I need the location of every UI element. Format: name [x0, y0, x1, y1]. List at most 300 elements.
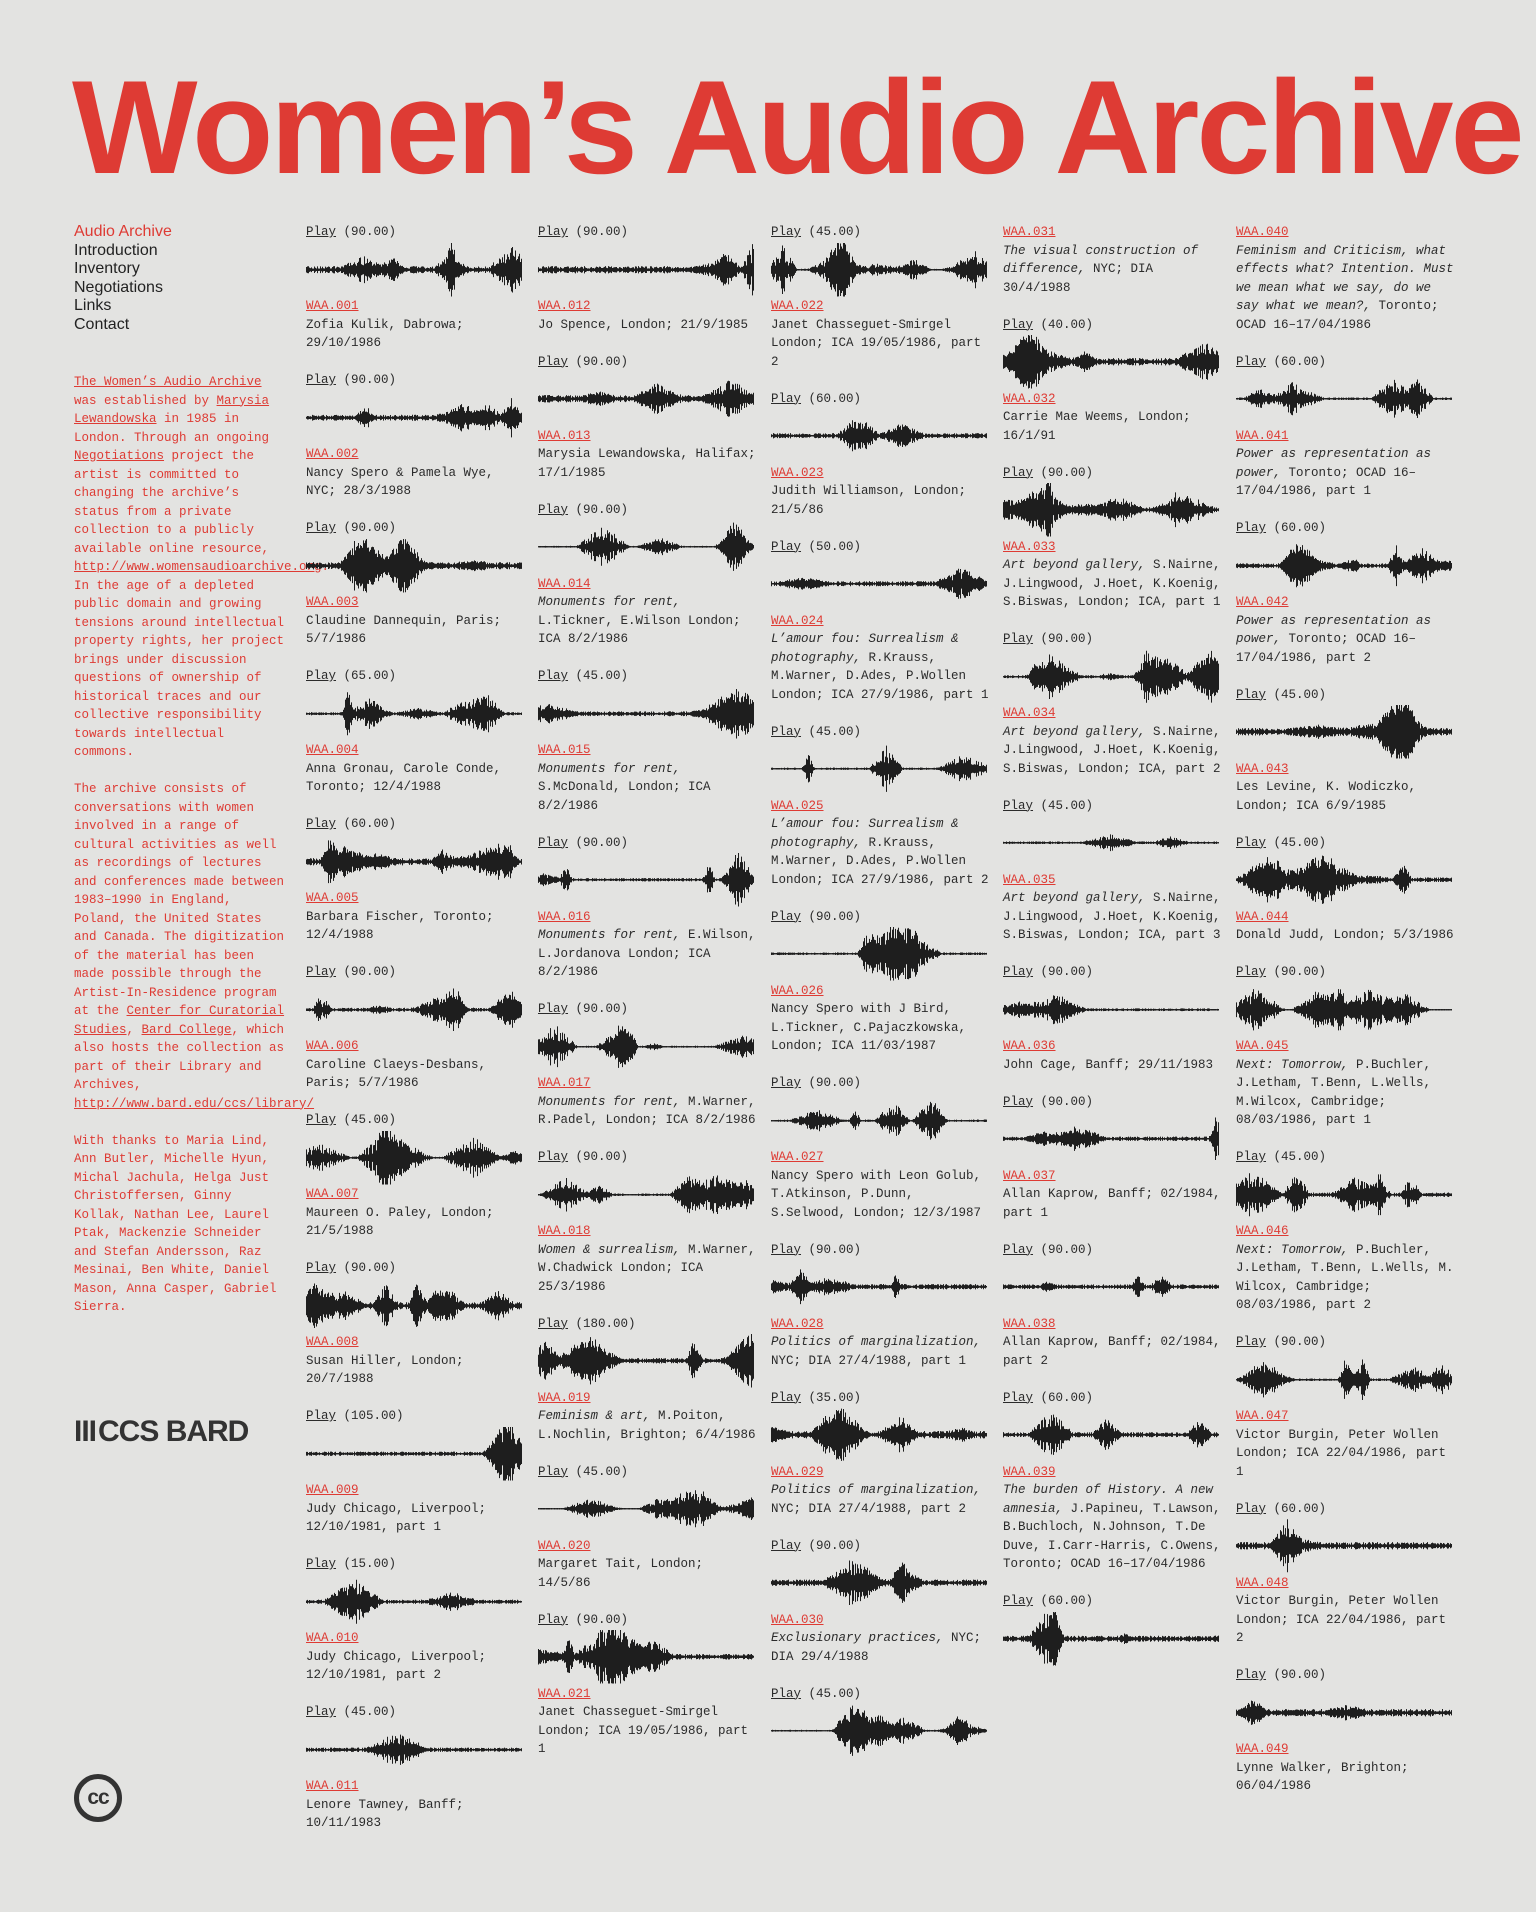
description-text: R.Krauss, M.Warner, D.Ades, P.Wollen London; ICA 27/9/1986, part 1	[771, 650, 989, 702]
nav-item-audio-archive[interactable]: Audio Archive	[74, 223, 172, 240]
archive-entry	[1236, 1333, 1454, 1481]
archive-entry	[306, 519, 524, 649]
play-button[interactable]: Play	[538, 225, 569, 239]
duration: (180.00)	[568, 1316, 636, 1331]
duration: (90.00)	[568, 1150, 629, 1164]
archive-description	[771, 815, 989, 889]
play-button[interactable]: Play	[1003, 317, 1034, 332]
duration: (45.00)	[336, 1113, 397, 1127]
description-text: Lynne Walker, Brighton; 06/04/1986	[1236, 1760, 1409, 1793]
archive-code-link[interactable]: WAA.012	[538, 299, 591, 313]
archive-description	[1236, 1056, 1454, 1130]
play-button[interactable]: Play	[306, 1705, 337, 1719]
archive-description	[1003, 889, 1221, 945]
duration: (45.00)	[568, 669, 629, 683]
archive-code-link[interactable]: WAA.001	[306, 299, 359, 313]
waveform-graphic	[1003, 1259, 1219, 1315]
archive-entry	[538, 223, 756, 334]
archive-description	[538, 593, 756, 649]
play-button[interactable]: Play	[1003, 965, 1034, 979]
archive-code-link[interactable]: WAA.016	[538, 909, 591, 924]
archive-description	[1236, 1241, 1454, 1315]
play-line	[1236, 1666, 1454, 1685]
play-line	[771, 723, 989, 742]
waveform-graphic	[306, 1574, 522, 1630]
archive-code-link[interactable]: WAA.027	[771, 1150, 824, 1164]
play-button[interactable]: Play	[1236, 1335, 1267, 1349]
play-line	[538, 353, 756, 372]
archive-code-link[interactable]: WAA.032	[1003, 391, 1056, 406]
archive-code-link[interactable]: WAA.022	[771, 299, 824, 313]
intro-text-run: project the artist is committed to changing the archive’s status from a private collection to a publicly available online resource,	[74, 449, 270, 556]
description-text: Marysia Lewandowska, Halifax; 17/1/1985	[538, 447, 756, 480]
play-button[interactable]: Play	[771, 391, 802, 406]
archive-code-link[interactable]: WAA.017	[538, 1076, 591, 1090]
archive-code-link[interactable]: WAA.024	[771, 613, 824, 628]
nav-item-introduction[interactable]: Introduction	[74, 241, 158, 259]
description-text: S.Nairne, J.Lingwood, J.Hoet, K.Koenig, S.Biswas, London; ICA, part 2	[1003, 724, 1221, 776]
archive-code-link[interactable]: WAA.018	[538, 1224, 591, 1238]
archive-entry	[538, 1611, 756, 1759]
description-text: Caroline Claeys-Desbans, Paris; 5/7/1986	[306, 1057, 487, 1090]
play-line	[1003, 464, 1221, 483]
archive-code-link[interactable]: WAA.004	[306, 743, 359, 757]
archive-code-link[interactable]: WAA.031	[1003, 225, 1056, 239]
play-button[interactable]: Play	[771, 1076, 802, 1090]
event-title: Power as representation as power,	[1236, 613, 1432, 646]
play-line	[538, 501, 756, 520]
play-line	[1003, 1389, 1221, 1408]
play-button[interactable]: Play	[306, 373, 337, 387]
archive-code-link[interactable]: WAA.033	[1003, 539, 1056, 554]
event-title: L’amour fou: Surrealism & photography,	[771, 632, 959, 665]
description-text: Nancy Spero with J Bird, L.Tickner, C.Pajaczkowska, London; ICA 11/03/1987	[771, 1002, 967, 1053]
archive-code-link[interactable]: WAA.049	[1236, 1742, 1289, 1756]
archive-code-link[interactable]: WAA.002	[306, 447, 359, 461]
archive-code-link[interactable]: WAA.014	[538, 576, 591, 591]
archive-entry	[1236, 834, 1454, 945]
archive-entry	[538, 1000, 756, 1130]
description-text: Claudine Dannequin, Paris; 5/7/1986	[306, 613, 502, 646]
archive-code-link[interactable]: WAA.046	[1236, 1224, 1289, 1238]
play-line	[1236, 519, 1454, 538]
duration: (90.00)	[1033, 965, 1094, 979]
archive-description	[771, 1629, 989, 1666]
description-text: Susan Hiller, London; 20/7/1988	[306, 1353, 464, 1386]
duration: (45.00)	[336, 1705, 397, 1719]
play-line	[1236, 686, 1454, 705]
play-line	[306, 667, 524, 686]
duration: (90.00)	[336, 1261, 397, 1275]
play-line	[771, 538, 989, 557]
ccs-bars-icon: III	[74, 1415, 97, 1448]
play-button[interactable]: Play	[306, 1261, 337, 1275]
archive-code-link[interactable]: WAA.021	[538, 1686, 591, 1701]
archive-column-5	[1236, 223, 1454, 1814]
play-line	[1003, 1093, 1221, 1112]
description-text: NYC; DIA 30/4/1988	[1003, 262, 1154, 295]
waveform-graphic	[538, 852, 754, 908]
description-text: P.Buchler, J.Letham, T.Benn, L.Wells, M. Wilcox, Cambridge; 08/03/1986, part 2	[1236, 1242, 1454, 1312]
archive-column-1	[306, 223, 524, 1851]
waveform-graphic	[306, 538, 522, 594]
intro-link[interactable]: Bard College	[141, 1022, 232, 1037]
archive-column-4	[1003, 223, 1221, 1685]
archive-description	[771, 630, 989, 704]
play-button[interactable]: Play	[306, 1409, 337, 1423]
archive-entry	[306, 1703, 524, 1833]
description-text: Jo Spence, London; 21/9/1985	[538, 317, 749, 332]
archive-description	[771, 1000, 989, 1056]
page-title: Women’s Audio Archive	[72, 54, 1522, 202]
description-text: Victor Burgin, Peter Wollen London; ICA 22/04/1986, part 1	[1236, 1427, 1447, 1479]
intro-text-run: ,	[126, 1022, 142, 1037]
play-button[interactable]: Play	[771, 909, 802, 924]
archive-description	[538, 1555, 756, 1592]
play-line	[306, 223, 524, 242]
event-title: Art beyond gallery,	[1003, 724, 1146, 739]
play-line	[1236, 1148, 1454, 1167]
nav-item-contact[interactable]: Contact	[74, 315, 130, 333]
play-button[interactable]: Play	[538, 1002, 569, 1016]
archive-entry	[1003, 630, 1221, 778]
intro-text-run: was established by	[74, 393, 217, 408]
event-title: Next: Tomorrow,	[1236, 1242, 1349, 1257]
event-title: Monuments for rent,	[538, 761, 681, 776]
event-title: Feminism and Criticism, what effects what? Intention. Must we mean what we say, do we say what we mean?,	[1236, 243, 1454, 313]
archive-code-link[interactable]: WAA.048	[1236, 1575, 1289, 1590]
play-button[interactable]: Play	[771, 1686, 802, 1701]
archive-code-link[interactable]: WAA.041	[1236, 428, 1289, 443]
archive-entry	[306, 1407, 524, 1537]
play-button[interactable]: Play	[771, 1242, 802, 1257]
archive-code-link[interactable]: WAA.042	[1236, 595, 1289, 609]
archive-description	[1003, 723, 1221, 779]
archive-code-link[interactable]: WAA.034	[1003, 706, 1056, 720]
nav-item-links[interactable]: Links	[74, 297, 112, 314]
description-text: M.Warner, W.Chadwick London; ICA 25/3/1986	[538, 1242, 756, 1294]
duration: (90.00)	[336, 521, 397, 535]
duration: (90.00)	[568, 1002, 629, 1016]
waveform-graphic	[538, 519, 754, 575]
waveform-graphic	[538, 1629, 754, 1685]
play-line	[771, 1537, 989, 1556]
description-text: John Cage, Banff; 29/11/1983	[1003, 1057, 1214, 1072]
waveform-graphic	[1236, 538, 1452, 594]
waveform-graphic	[306, 1722, 522, 1778]
archive-entry	[306, 815, 524, 945]
waveform-graphic	[538, 686, 754, 742]
play-button[interactable]: Play	[306, 669, 337, 683]
archive-entry	[771, 723, 989, 890]
archive-code-link[interactable]: WAA.019	[538, 1390, 591, 1405]
description-text: Carrie Mae Weems, London; 16/1/91	[1003, 410, 1191, 443]
duration: (50.00)	[801, 539, 862, 554]
intro-link[interactable]: http://www.womensaudioarchive.org	[74, 560, 322, 574]
archive-column-2	[538, 223, 756, 1777]
duration: (90.00)	[568, 354, 629, 369]
archive-code-link[interactable]: WAA.011	[306, 1779, 359, 1793]
waveform-graphic	[771, 1093, 987, 1149]
waveform-graphic	[306, 1278, 522, 1334]
duration: (90.00)	[1266, 965, 1327, 979]
archive-description	[306, 1352, 524, 1389]
play-button[interactable]: Play	[1236, 1501, 1267, 1516]
description-text: Judy Chicago, Liverpool; 12/10/1981, part 1	[306, 1501, 487, 1534]
waveform-graphic	[1003, 1111, 1219, 1167]
play-line	[306, 815, 524, 834]
waveform-graphic	[538, 1481, 754, 1537]
duration: (45.00)	[1266, 687, 1327, 702]
archive-code-link[interactable]: WAA.039	[1003, 1464, 1056, 1479]
waveform-graphic	[538, 1333, 754, 1389]
archive-code-link[interactable]: WAA.029	[771, 1464, 824, 1479]
waveform-graphic	[1236, 1518, 1452, 1574]
play-button[interactable]: Play	[771, 225, 802, 239]
archive-code-link[interactable]: WAA.025	[771, 798, 824, 813]
archive-code-link[interactable]: WAA.003	[306, 595, 359, 609]
play-button[interactable]: Play	[1003, 1242, 1034, 1257]
archive-code-link[interactable]: WAA.043	[1236, 761, 1289, 776]
archive-entry	[771, 223, 989, 371]
play-button[interactable]: Play	[306, 1113, 337, 1127]
play-button[interactable]: Play	[538, 1150, 569, 1164]
archive-code-link[interactable]: WAA.035	[1003, 872, 1056, 887]
play-button[interactable]: Play	[538, 1464, 569, 1479]
archive-description	[538, 1093, 756, 1130]
ccs-bard-logo[interactable]	[74, 1417, 248, 1447]
play-button[interactable]: Play	[538, 502, 569, 517]
duration: (15.00)	[336, 1557, 397, 1571]
archive-entry	[538, 1463, 756, 1593]
duration: (90.00)	[568, 835, 629, 850]
event-title: The visual construction of difference,	[1003, 243, 1199, 276]
description-text: E.Wilson, L.Jordanova London; ICA 8/2/1986	[538, 928, 756, 979]
play-button[interactable]: Play	[306, 817, 337, 831]
intro-link[interactable]: The Women’s Audio Archive	[74, 375, 262, 389]
waveform-graphic	[538, 1019, 754, 1075]
archive-entry	[1236, 353, 1454, 501]
archive-code-link[interactable]: WAA.008	[306, 1335, 359, 1349]
waveform-graphic	[538, 242, 754, 298]
archive-column-3	[771, 223, 989, 1777]
duration: (90.00)	[336, 373, 397, 387]
archive-entry	[1236, 1666, 1454, 1796]
archive-code-link[interactable]: WAA.020	[538, 1538, 591, 1553]
archive-entry	[1003, 223, 1221, 297]
archive-code-link[interactable]: WAA.036	[1003, 1039, 1056, 1053]
waveform-graphic	[771, 1259, 987, 1315]
description-text: Allan Kaprow, Banff; 02/1984, part 2	[1003, 1335, 1221, 1368]
description-text: Zofia Kulik, Dabrowa; 29/10/1986	[306, 317, 464, 350]
play-button[interactable]: Play	[538, 669, 569, 683]
play-button[interactable]: Play	[306, 225, 337, 239]
waveform-graphic	[1003, 649, 1219, 705]
play-button[interactable]: Play	[538, 1316, 569, 1331]
duration: (105.00)	[336, 1409, 404, 1423]
archive-description	[538, 316, 756, 335]
description-text: Barbara Fischer, Toronto; 12/4/1988	[306, 909, 494, 942]
waveform-graphic	[1003, 815, 1219, 871]
description-text: Les Levine, K. Wodiczko, London; ICA 6/9/1985	[1236, 780, 1417, 813]
play-line	[1003, 797, 1221, 816]
play-button[interactable]: Play	[1236, 521, 1267, 535]
duration: (35.00)	[801, 1390, 862, 1405]
play-button[interactable]: Play	[538, 354, 569, 369]
intro-paragraph	[74, 780, 315, 1113]
description-text: Maureen O. Paley, London; 21/5/1988	[306, 1205, 494, 1238]
play-line	[306, 1407, 524, 1426]
intro-paragraph	[74, 1132, 289, 1317]
waveform-graphic	[771, 556, 987, 612]
waveform-graphic	[306, 1426, 522, 1482]
archive-code-link[interactable]: WAA.007	[306, 1187, 359, 1201]
play-line	[771, 1241, 989, 1260]
intro-link[interactable]: Center for Curatorial Studies	[74, 1004, 285, 1037]
play-button[interactable]: Play	[1003, 798, 1034, 813]
archive-code-link[interactable]: WAA.005	[306, 891, 359, 905]
intro-text-run: , which also hosts the collection as part of their Library and Archives,	[74, 1022, 285, 1092]
archive-code-link[interactable]: WAA.010	[306, 1631, 359, 1645]
archive-code-link[interactable]: WAA.045	[1236, 1039, 1289, 1053]
archive-entry	[306, 667, 524, 797]
duration: (60.00)	[801, 391, 862, 406]
archive-code-link[interactable]: WAA.006	[306, 1039, 359, 1053]
play-button[interactable]: Play	[1236, 965, 1267, 979]
play-button[interactable]: Play	[1003, 1594, 1034, 1608]
archive-description	[1236, 1592, 1454, 1648]
duration: (90.00)	[1266, 1335, 1327, 1349]
archive-code-link[interactable]: WAA.038	[1003, 1316, 1056, 1331]
play-button[interactable]: Play	[771, 1390, 802, 1405]
archive-description	[1003, 1333, 1221, 1370]
play-button[interactable]: Play	[306, 521, 337, 535]
play-button[interactable]: Play	[771, 1538, 802, 1553]
event-title: Monuments for rent,	[538, 1094, 681, 1109]
play-button[interactable]: Play	[1236, 1668, 1267, 1682]
description-text: L.Tickner, E.Wilson London; ICA 8/2/1986	[538, 613, 741, 646]
description-text: Toronto; OCAD 16–17/04/1986, part 2	[1236, 632, 1417, 665]
waveform-graphic	[771, 1555, 987, 1611]
play-button[interactable]: Play	[771, 724, 802, 739]
play-button[interactable]: Play	[1003, 1390, 1034, 1405]
archive-code-link[interactable]: WAA.040	[1236, 225, 1289, 239]
description-text: Allan Kaprow, Banff; 02/1984, part 1	[1003, 1187, 1221, 1220]
archive-description	[306, 760, 524, 797]
archive-description	[306, 1648, 524, 1685]
play-button[interactable]: Play	[306, 965, 337, 979]
duration: (65.00)	[336, 669, 397, 683]
play-line	[1003, 1592, 1221, 1611]
archive-code-link[interactable]: WAA.015	[538, 743, 591, 757]
archive-entry	[306, 963, 524, 1093]
play-button[interactable]: Play	[771, 539, 802, 554]
archive-code-link[interactable]: WAA.044	[1236, 909, 1289, 924]
play-button[interactable]: Play	[1003, 1094, 1034, 1109]
archive-code-link[interactable]: WAA.030	[771, 1612, 824, 1627]
archive-code-link[interactable]: WAA.009	[306, 1483, 359, 1497]
creative-commons-icon[interactable]: cc	[74, 1774, 122, 1822]
description-text: Nancy Spero & Pamela Wye, NYC; 28/3/1988	[306, 465, 494, 498]
play-line	[538, 1463, 756, 1482]
duration: (90.00)	[1033, 632, 1094, 646]
play-line	[1003, 630, 1221, 649]
archive-code-link[interactable]: WAA.028	[771, 1316, 824, 1331]
description-text: R.Krauss, M.Warner, D.Ades, P.Wollen London; ICA 27/9/1986, part 2	[771, 835, 989, 887]
archive-description	[1003, 1185, 1221, 1222]
description-text: M.Warner, R.Padel, London; ICA 8/2/1986	[538, 1094, 756, 1127]
duration: (45.00)	[801, 724, 862, 739]
play-button[interactable]: Play	[1003, 465, 1034, 480]
archive-description	[1236, 778, 1454, 815]
archive-description	[1003, 1481, 1221, 1574]
play-line	[306, 1259, 524, 1278]
archive-entry	[306, 371, 524, 501]
event-title: Feminism & art,	[538, 1409, 651, 1423]
play-line	[306, 1703, 524, 1722]
duration: (45.00)	[1033, 798, 1094, 813]
archive-code-link[interactable]: WAA.037	[1003, 1168, 1056, 1183]
play-line	[1003, 963, 1221, 982]
archive-code-link[interactable]: WAA.023	[771, 465, 824, 480]
archive-code-link[interactable]: WAA.047	[1236, 1409, 1289, 1423]
archive-description	[1003, 556, 1221, 612]
description-text: Janet Chasseguet-Smirgel London; ICA 19/05/1986, part 2	[771, 317, 982, 369]
archive-description	[1236, 612, 1454, 668]
play-line	[1236, 1333, 1454, 1352]
archive-entry	[306, 1555, 524, 1685]
duration: (60.00)	[336, 817, 397, 831]
event-title: Politics of marginalization,	[771, 1335, 982, 1349]
play-button[interactable]: Play	[1236, 835, 1267, 850]
waveform-graphic	[1236, 704, 1452, 760]
play-line	[1236, 1500, 1454, 1519]
play-button[interactable]: Play	[306, 1557, 337, 1571]
event-title: Power as representation as power,	[1236, 447, 1432, 480]
duration: (40.00)	[1033, 317, 1094, 332]
play-button[interactable]: Play	[1236, 1150, 1267, 1164]
waveform-graphic	[1003, 1407, 1219, 1463]
description-text: Donald Judd, London; 5/3/1986	[1236, 928, 1454, 942]
play-button[interactable]: Play	[1003, 632, 1034, 646]
intro-link[interactable]: http://www.bard.edu/ccs/library/	[74, 1096, 315, 1111]
intro-link[interactable]: Negotiations	[74, 449, 165, 463]
play-button[interactable]: Play	[1236, 354, 1267, 369]
duration: (90.00)	[1266, 1668, 1327, 1682]
play-line	[1236, 834, 1454, 853]
archive-code-link[interactable]: WAA.013	[538, 428, 591, 443]
play-button[interactable]: Play	[1236, 687, 1267, 702]
nav-item-inventory[interactable]: Inventory	[74, 260, 140, 277]
duration: (45.00)	[1266, 835, 1327, 850]
archive-entry	[1236, 519, 1454, 667]
play-line	[306, 371, 524, 390]
archive-entry	[1236, 1500, 1454, 1648]
nav-item-negotiations[interactable]: Negotiations	[74, 278, 163, 296]
archive-description	[306, 464, 524, 501]
archive-entry	[1003, 464, 1221, 612]
play-button[interactable]: Play	[538, 1612, 569, 1627]
waveform-graphic	[771, 408, 987, 464]
archive-description	[771, 1333, 989, 1370]
archive-entry	[538, 1148, 756, 1296]
archive-code-link[interactable]: WAA.026	[771, 983, 824, 998]
archive-entry	[1003, 1592, 1221, 1666]
waveform-graphic	[306, 982, 522, 1038]
intro-link[interactable]: Marysia Lewandowska	[74, 393, 270, 426]
play-button[interactable]: Play	[538, 835, 569, 850]
waveform-graphic	[771, 1407, 987, 1463]
